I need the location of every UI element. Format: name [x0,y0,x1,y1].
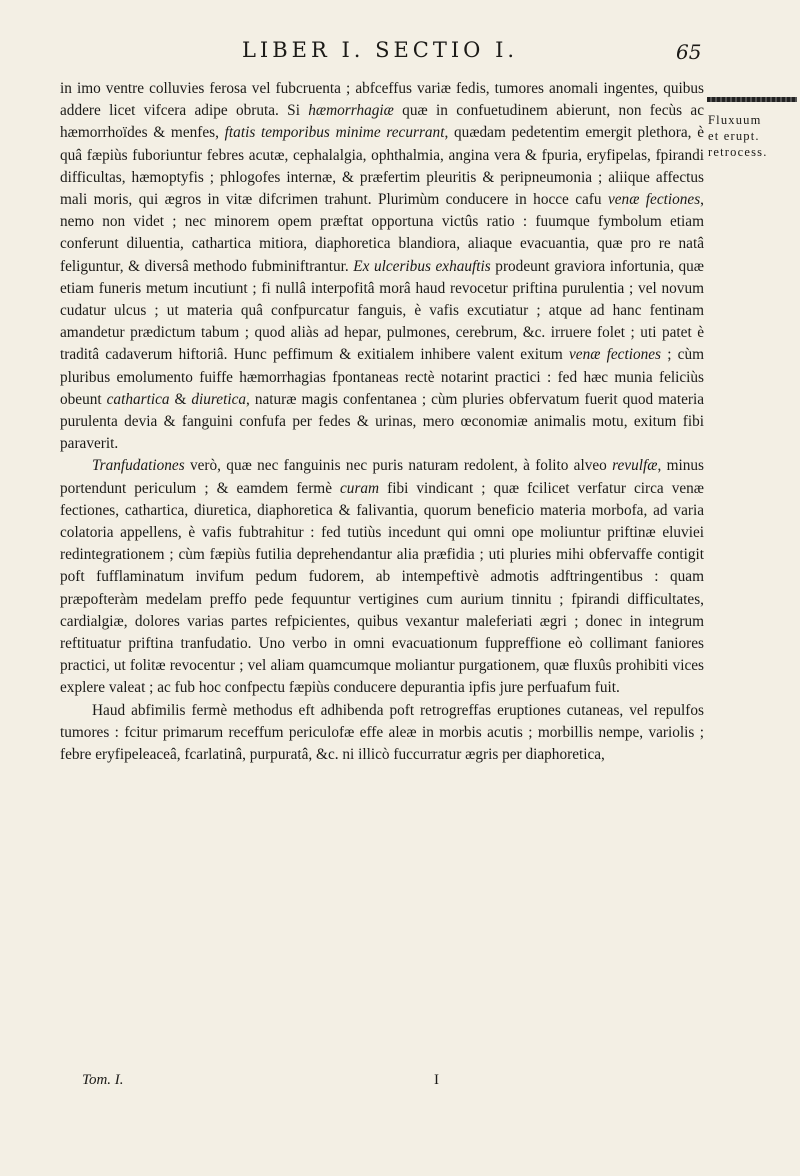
margin-note-line: retrocess. [708,145,768,159]
paragraph [60,78,704,455]
text-run: , nemo non videt ; nec minorem opem præftat opportuna victûs ratio : fuumque fymbolum etiam conferunt diluentia, cathartica mitiora, diaphoretica blandiora, aliaque evacuantia, quæ pro re natâ feliguntur, & diversâ methodo fubminiftrantur. [60,191,704,275]
text-run: prodeunt graviora infortunia, quæ etiam funeris metum incutiunt ; fi nullâ interpofitâ morâ haud revocetur priftina purulentia ; vel novum cudatur ulcus ; ut materia quâ confpurcatur fanguis, è vafis excutiatur ; atque ad hanc fentinam amandetur prædictum tabum ; quod aliàs ad hepar, pulmones, cerebrum, &c. irruere folet ; uti patet è traditâ cadaverum hiftoriâ. Hunc peffimum & exitialem inhibere valent exitum [60,257,704,364]
italic-term: revulfæ [612,457,658,475]
paragraph [60,455,704,699]
page-number: 65 [676,40,702,64]
volume-label: Tom. I. [82,1072,124,1088]
paragraph [60,700,704,767]
italic-term: ftatis temporibus minime recurrant [224,124,445,142]
italic-term: diuretica [191,390,247,408]
text-run: & [169,390,192,408]
text-run: , naturæ magis confentanea ; cùm pluries obfervatum fuerit quod materia purulenta devia & fanguini confufa per fedes & urinas, mero œconomiæ animalis motu, exitum fibi paraverit. [60,390,705,453]
italic-term: cathartica [106,390,170,408]
page-footer [82,1072,682,1089]
margin-note [708,112,800,160]
text-run: in imo ventre colluvies ferosa vel fubcruenta ; abfceffus variæ fedis, tumores anomali ingentes, quibus addere licet vifcera adipe obruta. Si [60,80,704,120]
italic-term: hæmorrhagiæ [308,102,394,120]
running-head: LIBER I. SECTIO I. [241,38,519,62]
text-run: fibi vindicant ; quæ fcilicet verfatur circa venæ fectiones, cathartica, diuretica, diaphoretica & falivantia, quorum beneficio materia morbofa, ad varia colatoria appellens, è vafis fubtrahitur : fed tutiùs incedunt qui omni ope moliuntur priftinæ eluviei redintegrationem ; cùm fæpiùs futilia deprehendantur alia præfidia ; uti pluries mihi obfervaffe contigit poft fufflaminatum invifum pedum fudorem, ab intempeftivè admotis adftringentibus : quam præpofteràm medelam preffo pede fequuntur vertigines cum aurium tinnitu ; fpirandi difficultates, cardialgiæ, dolores varias partes refpicientes, quibus vexantur maleferiati ægri ; donec in integrum reftituatur priftina tranfudatio. Uno verbo in omni evacuationum fuppreffione eò collimant faniores practici, ut folitæ revocentur ; vel aliam quamcumque moliantur purgationem, quæ fluxûs prohibiti vices explere valeat ; ac fub hoc confpectu fæpiùs conducere depurantia ipfis jure perfuafum fuit. [60,479,704,697]
text-run: Haud abfimilis fermè methodus eft adhibenda poft retrogreffas eruptiones cutaneas, vel repulfos tumores : fcitur primarum receffum periculofæ effe aleæ in morbis acutis ; morbillis nempe, variolis ; febre eryfipeleaceâ, fcarlatinâ, purpuratâ, &c. ni illicò fuccurratur ægris per diaphoretica, [60,701,704,764]
italic-term: curam [340,479,380,497]
text-run: , quædam pedetentim emergit plethora, è quâ fæpiùs fuboriuntur febres acutæ, cephalalgia, ophthalmia, angina vera & fpuria, eryfipelas, fpirandi difficultas, hæmoptyfis ; phlogofes internæ, & præfertim pleuritis & peripneumonia ; aliique affectus mali moris, qui ægros in vitæ difcrimen trahunt. Plurimùm conducere in hocce cafu [60,124,704,209]
margin-note-line: et erupt. [708,129,760,143]
margin-rule [707,97,797,102]
text-run: ; cùm pluribus emolumento fuiffe hæmorrhagias fpontaneas rectè notarint practici : fed hæc munia feliciùs obeunt [60,346,704,408]
body-text [60,78,704,766]
text-run: quæ in confuetudinem abierunt, non fecùs ac hæmorrhoïdes & menfes, [60,102,704,142]
italic-term: Ex ulceribus exhauftis [353,257,491,275]
italic-term: Tranfudationes [92,457,185,475]
italic-term: venæ fectiones [607,191,701,209]
signature-mark: I [434,1072,439,1088]
italic-term: venæ fectiones [569,346,661,364]
text-run: , minus portendunt periculum ; & eamdem fermè [60,457,704,497]
text-run: verò, quæ nec fanguinis nec puris naturam redolent, à folito alveo [184,457,613,475]
margin-note-line: Fluxuum [708,113,762,127]
